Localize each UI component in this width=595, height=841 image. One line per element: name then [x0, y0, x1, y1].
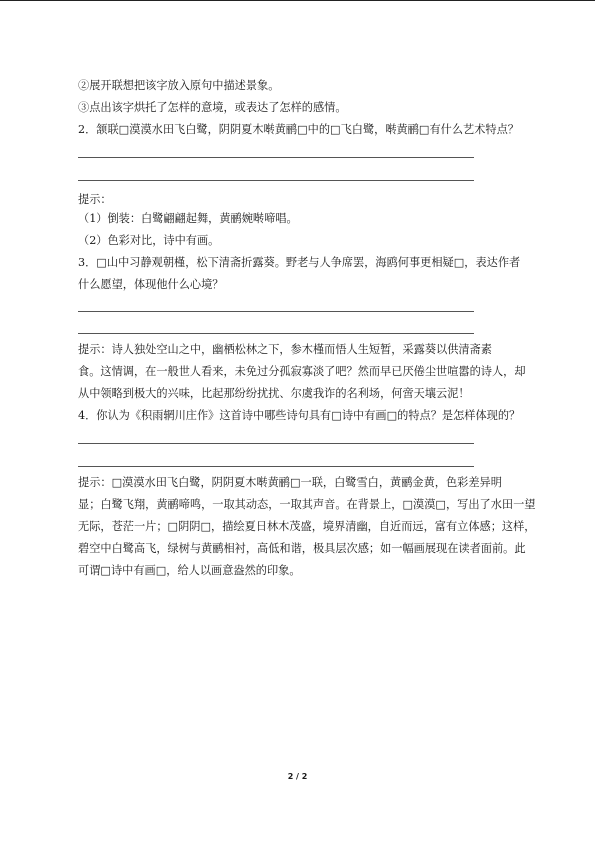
- top-border: [0, 0, 595, 1]
- answer-line: [78, 466, 474, 467]
- answer-line: [78, 157, 474, 158]
- question-4: 4．你认为《积雨辋川庄作》这首诗中哪些诗句具有□诗中有画□的特点？是怎样体现的？: [78, 409, 521, 422]
- answer-line: [78, 333, 474, 334]
- text-line: 可谓□诗中有画□，给人以画意盎然的印象。: [78, 564, 301, 577]
- answer-line: [78, 180, 474, 181]
- answer-line: [78, 311, 474, 312]
- text-line: ②展开联想把该字放入原句中描述景象。: [78, 79, 280, 92]
- hint-paragraph: 提示：诗人独处空山之中，幽栖松林之下，参木槿而悟人生短暂，采露葵以供清斋素: [78, 343, 492, 356]
- text-line: 食。这情调，在一般世人看来，未免过分孤寂寡淡了吧？然而早已厌倦尘世喧嚣的诗人，却: [78, 365, 526, 378]
- text-line: （2）色彩对比，诗中有画。: [78, 234, 220, 247]
- answer-line: [78, 443, 474, 444]
- question-2: 2．颔联□漠漠水田飞白鹭，阴阴夏木啭黄鹂□中的□飞白鹭，啭黄鹂□有什么艺术特点？: [78, 123, 519, 136]
- text-line: （1）倒装：白鹭翩翩起舞，黄鹂婉啭啼唱。: [78, 212, 298, 225]
- text-line: 碧空中白鹭高飞，绿树与黄鹂相衬，高低和谐，极具层次感；如一幅画展现在读者面前。此: [78, 542, 526, 555]
- hint-paragraph: 提示：□漠漠水田飞白鹭，阴阴夏木啭黄鹂□一联，白鹭雪白，黄鹂金黄，色彩差异明: [78, 476, 502, 489]
- hint-label: 提示：: [78, 193, 112, 206]
- text-line: 无际，苍茫一片；□阴阴□，描绘夏日林木茂盛，境界清幽，自近而远，富有立体感；这样，: [78, 520, 536, 533]
- text-line: ③点出该字烘托了怎样的意境，或表达了怎样的感情。: [78, 101, 347, 114]
- text-line: 从中领略到极大的兴味，比起那纷纷扰扰、尔虞我诈的名利场，何啻天壤云泥！: [78, 387, 470, 400]
- page-number: 2 / 2: [287, 772, 308, 781]
- text-line: 显；白鹭飞翔，黄鹂啼鸣，一取其动态，一取其声音。在背景上，□漠漠□，写出了水田一望: [78, 498, 536, 511]
- text-line: 什么愿望，体现他什么心境？: [78, 278, 224, 291]
- question-3: 3．□山中习静观朝槿，松下清斋折露葵。野老与人争席罢，海鸥何事更相疑□，表达作者: [78, 256, 521, 269]
